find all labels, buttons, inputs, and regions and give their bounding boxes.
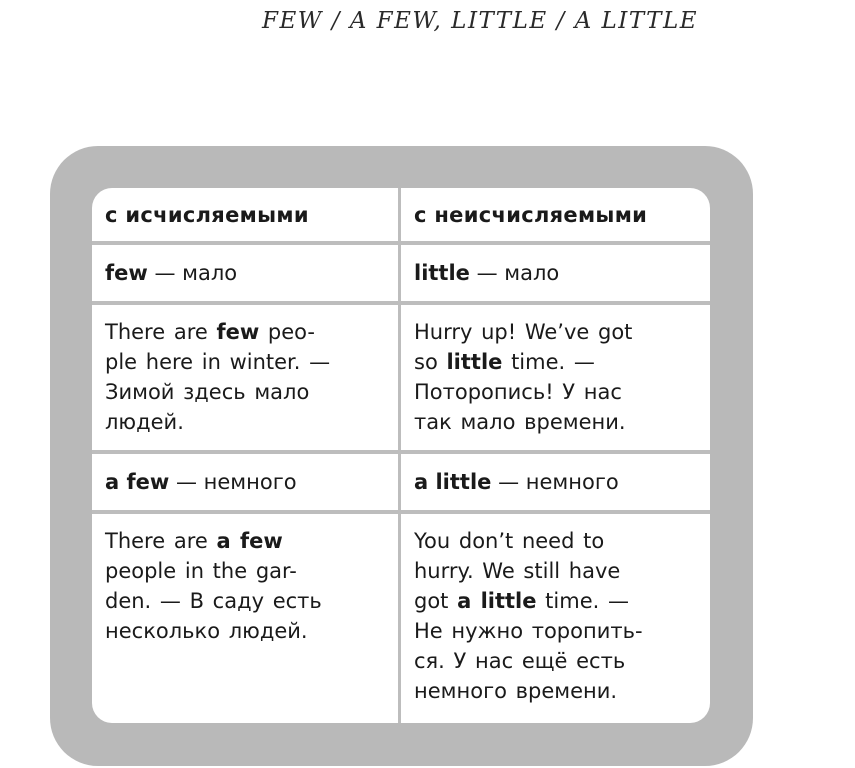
term-a-few bbox=[92, 454, 398, 510]
header-uncountable: с неисчисляемыми bbox=[401, 188, 710, 241]
term-word: a little bbox=[414, 470, 492, 494]
term-a-little bbox=[401, 454, 710, 510]
term-little bbox=[401, 245, 710, 301]
example-line: Зимой здесь мало bbox=[105, 380, 310, 404]
example-line: Поторопись! У нас bbox=[414, 380, 622, 404]
term-few bbox=[92, 245, 398, 301]
example-little bbox=[401, 305, 710, 450]
term-meaning: мало bbox=[182, 261, 238, 285]
term-word: little bbox=[414, 261, 470, 285]
example-line: den. — В саду есть bbox=[105, 589, 322, 613]
example-line: людей. bbox=[105, 410, 184, 434]
term-dash: — bbox=[491, 470, 526, 494]
example-line: hurry. We still have bbox=[414, 559, 621, 583]
term-dash: — bbox=[169, 470, 204, 494]
example-a-few bbox=[92, 514, 398, 723]
header-countable: с исчисляемыми bbox=[92, 188, 398, 241]
term-meaning: немного bbox=[203, 470, 297, 494]
term-meaning: мало bbox=[504, 261, 560, 285]
example-line: несколько людей. bbox=[105, 619, 308, 643]
example-line: Hurry up! We’ve got bbox=[414, 320, 633, 344]
example-a-little bbox=[401, 514, 710, 723]
term-dash: — bbox=[469, 261, 505, 285]
term-meaning: немного bbox=[525, 470, 619, 494]
example-line: так мало времени. bbox=[414, 410, 626, 434]
term-word: few bbox=[105, 261, 148, 285]
example-few bbox=[92, 305, 398, 450]
example-line: There are a few bbox=[105, 529, 283, 553]
term-dash: — bbox=[147, 261, 183, 285]
example-line: There are few peo- bbox=[105, 320, 315, 344]
example-line: so little time. — bbox=[414, 350, 595, 374]
example-line: got a little time. — bbox=[414, 589, 629, 613]
example-line: ся. У нас ещё есть bbox=[414, 649, 626, 673]
grammar-table bbox=[92, 188, 710, 723]
example-line: You don’t need to bbox=[414, 529, 605, 553]
term-word: a few bbox=[105, 470, 170, 494]
example-line: ple here in winter. — bbox=[105, 350, 331, 374]
example-line: немного времени. bbox=[414, 679, 618, 703]
page-title: FEW / A FEW, LITTLE / A LITTLE bbox=[262, 8, 699, 34]
example-line: people in the gar- bbox=[105, 559, 297, 583]
example-line: Не нужно торопить- bbox=[414, 619, 643, 643]
